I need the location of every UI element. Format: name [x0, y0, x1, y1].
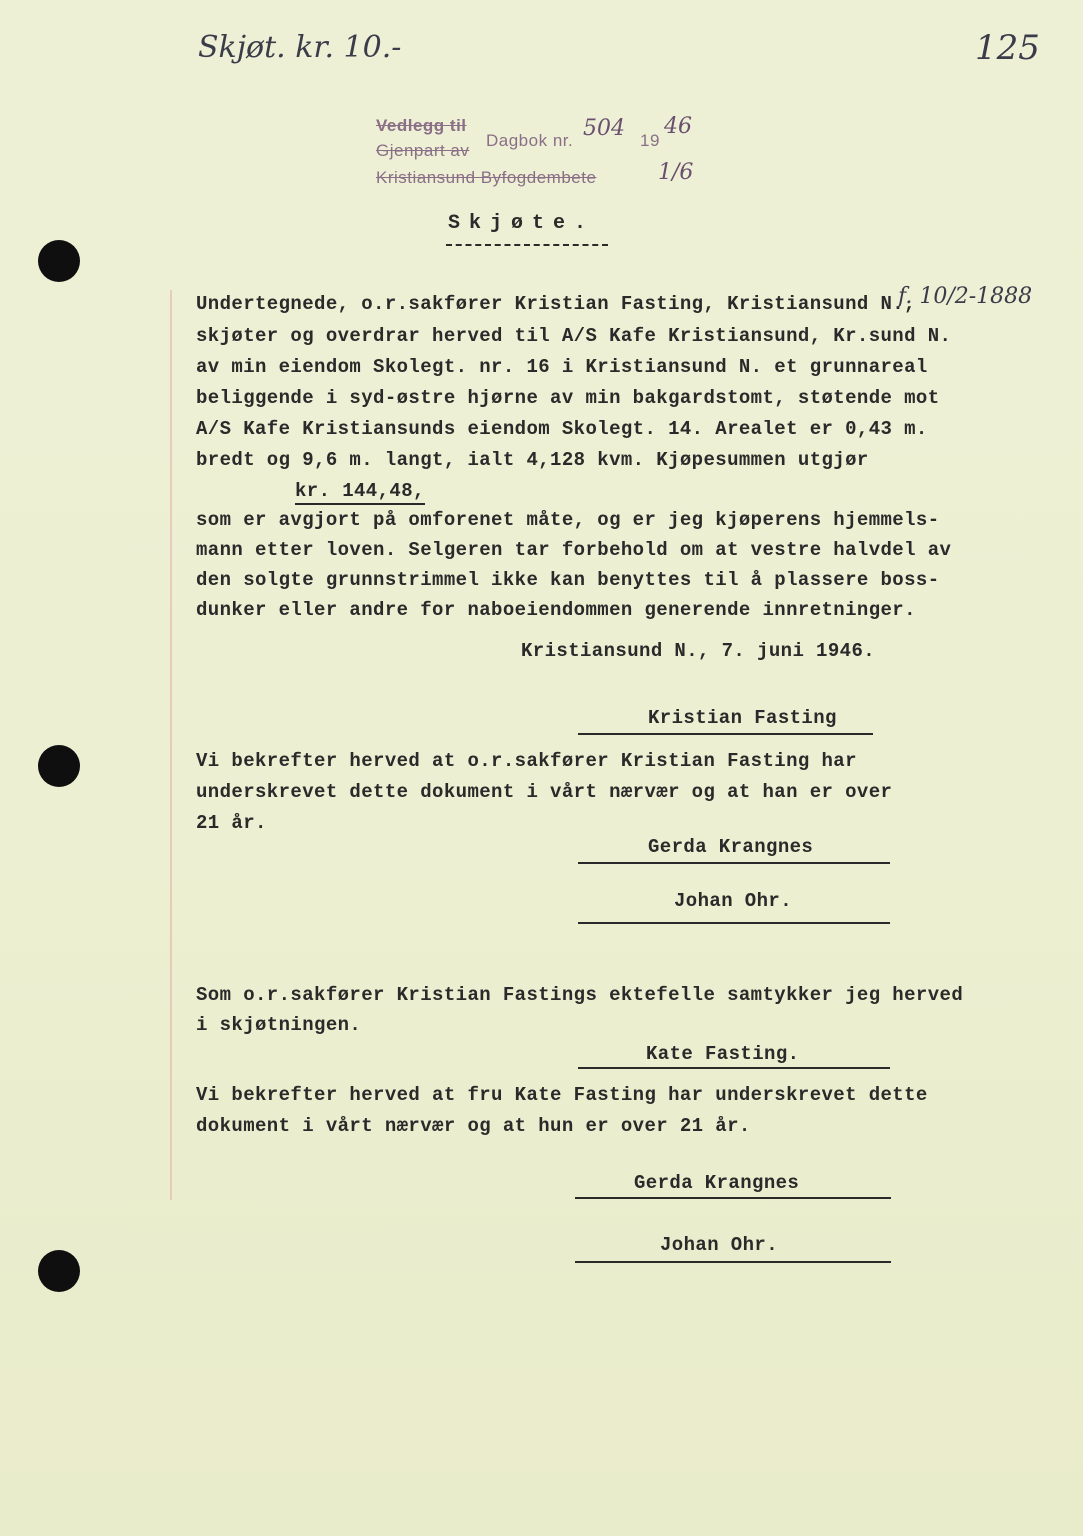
signature-line — [575, 1197, 891, 1199]
body-line: den solgte grunnstrimmel ikke kan benyttes til å plassere boss- — [196, 569, 940, 591]
body-line: skjøter og overdrar herved til A/S Kafe Kristiansund, Kr.sund N. — [196, 325, 952, 347]
title-underline — [446, 244, 608, 246]
body-line: beliggende i syd-østre hjørne av min bakgardstomt, støtende mot — [196, 387, 940, 409]
body-line: dunker eller andre for naboeiendommen generende innretninger. — [196, 599, 916, 621]
signature-line — [575, 1261, 891, 1263]
stamp-line1-label: Vedlegg til — [376, 116, 467, 135]
punch-hole-top — [38, 240, 80, 282]
witness-statement-line: Vi bekrefter herved at o.r.sakfører Kristian Fasting har — [196, 750, 857, 772]
witness-statement-line: Vi bekrefter herved at fru Kate Fasting har underskrevet dette — [196, 1084, 928, 1106]
signature-line — [578, 733, 873, 735]
punch-hole-middle — [38, 745, 80, 787]
stamp-dagbok-number: 504 — [583, 116, 625, 141]
stamp-date-hand: 1/6 — [658, 160, 694, 185]
witness-signature: Gerda Krangnes — [634, 1172, 800, 1194]
signature-line — [578, 1067, 890, 1069]
body-line: mann etter loven. Selgeren tar forbehold om at vestre halvdel av — [196, 539, 952, 561]
place-date: Kristiansund N., 7. juni 1946. — [521, 640, 876, 662]
punch-hole-bottom — [38, 1250, 80, 1292]
body-line: Undertegnede, o.r.sakfører Kristian Fasting, Kristiansund N., — [196, 293, 916, 315]
fee-note: Skjøt. kr. 10.- — [198, 30, 402, 65]
purchase-amount — [295, 480, 425, 502]
birthdate-margin-note: f. 10/2-1888 — [898, 284, 1033, 309]
stamp-year-prefix: 19 — [640, 131, 660, 150]
witness-signature: Johan Ohr. — [674, 890, 793, 912]
witness-signature: Johan Ohr. — [660, 1234, 779, 1256]
witness-statement-line: 21 år. — [196, 812, 267, 834]
stamp-line3-label: Kristiansund Byfogdembete — [376, 168, 597, 187]
stamp-line2-label: Gjenpart av — [376, 141, 470, 160]
body-line: A/S Kafe Kristiansunds eiendom Skolegt. 14. Arealet er 0,43 m. — [196, 418, 928, 440]
witness-statement-line: underskrevet dette dokument i vårt nærvær og at han er over — [196, 781, 893, 803]
witness-signature: Gerda Krangnes — [648, 836, 814, 858]
consent-line: Som o.r.sakfører Kristian Fastings ektefelle samtykker jeg herved — [196, 984, 964, 1006]
document-title: Skjøte. — [448, 212, 596, 235]
signature-line — [578, 862, 890, 864]
body-line: som er avgjort på omforenet måte, og er jeg kjøperens hjemmels- — [196, 509, 940, 531]
signature-line — [578, 922, 890, 924]
stamp-year-hand: 46 — [664, 114, 692, 139]
consent-line: i skjøtningen. — [196, 1014, 362, 1036]
purchase-amount-text: kr. 144,48, — [295, 480, 425, 505]
body-line: av min eiendom Skolegt. nr. 16 i Kristiansund N. et grunnareal — [196, 356, 928, 378]
margin-rule — [170, 290, 172, 1200]
body-line: bredt og 9,6 m. langt, ialt 4,128 kvm. Kjøpesummen utgjør — [196, 449, 869, 471]
signature-spouse: Kate Fasting. — [646, 1043, 800, 1065]
stamp-dagbok-label: Dagbok nr. — [486, 131, 574, 150]
witness-statement-line: dokument i vårt nærvær og at hun er over 21 år. — [196, 1115, 751, 1137]
signature-seller: Kristian Fasting — [648, 707, 837, 729]
page-number: 125 — [975, 28, 1040, 68]
